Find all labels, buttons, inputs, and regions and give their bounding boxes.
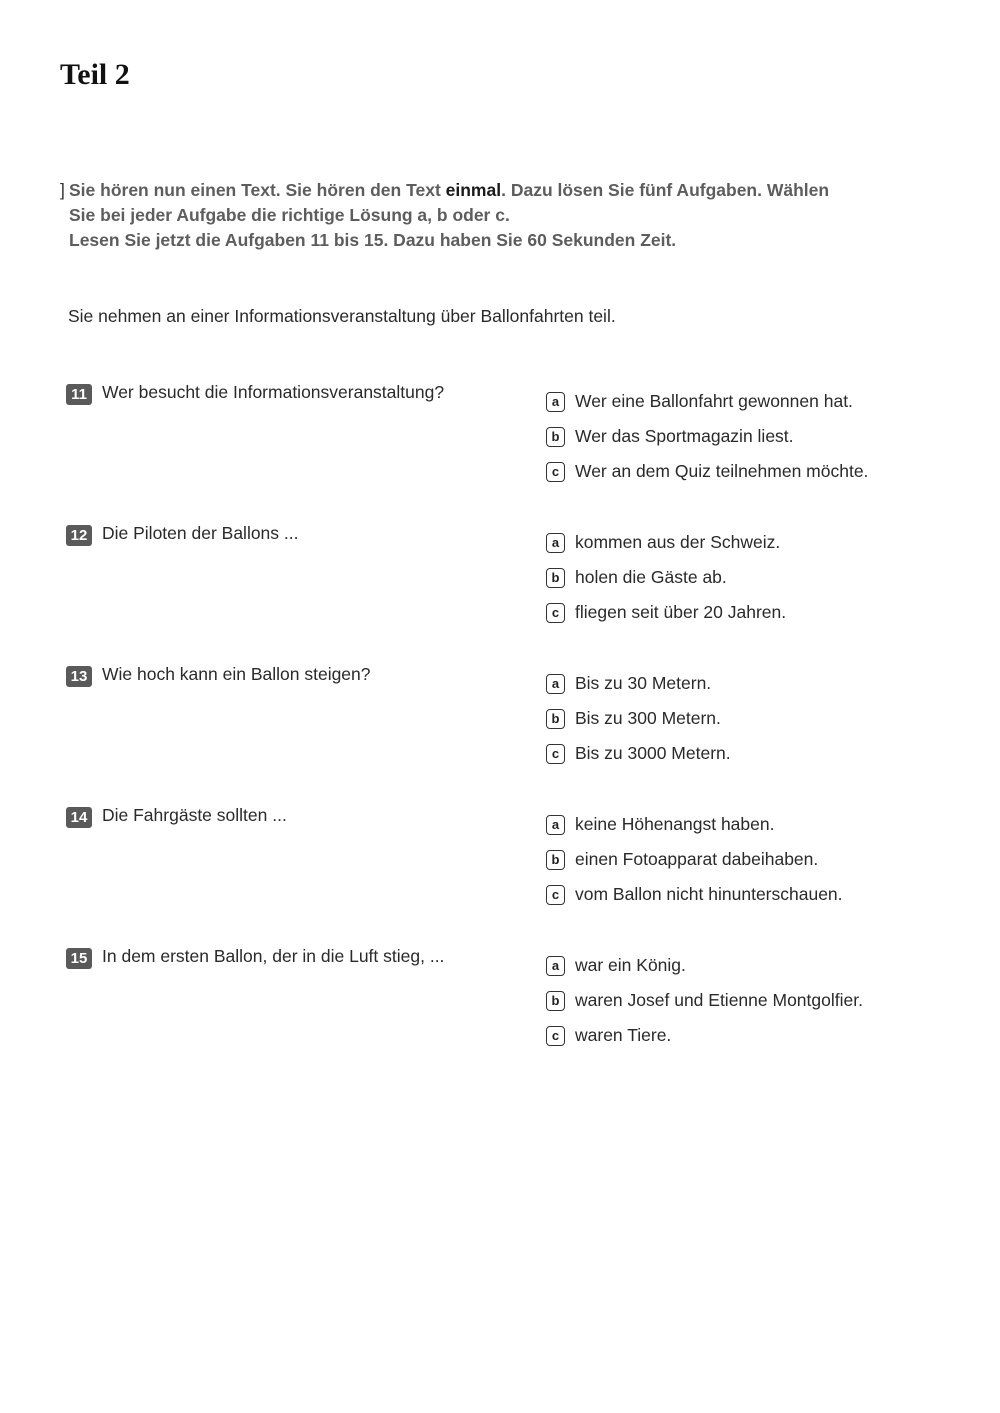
option-a[interactable] xyxy=(546,384,868,419)
option-list xyxy=(546,664,731,771)
option-a[interactable] xyxy=(546,948,863,983)
option-text: Wer eine Ballonfahrt gewonnen hat. xyxy=(575,391,853,411)
situation-text: Sie nehmen an einer Informationsveranstaltung über Ballonfahrten teil. xyxy=(68,306,616,326)
task-15 xyxy=(66,946,946,1056)
option-text: waren Josef und Etienne Montgolfier. xyxy=(575,990,863,1010)
instructions-line-1-end: . Dazu lösen Sie fünf Aufgaben. Wählen xyxy=(501,180,830,200)
instructions-line-1 xyxy=(60,178,960,203)
option-text: fliegen seit über 20 Jahren. xyxy=(575,602,787,622)
option-c[interactable] xyxy=(546,454,868,489)
option-text: Wer das Sportmagazin liest. xyxy=(575,426,794,446)
bracket-mark: ] xyxy=(60,180,65,200)
option-text: Bis zu 30 Metern. xyxy=(575,673,712,693)
option-b[interactable] xyxy=(546,842,843,877)
task-question: Wie hoch kann ein Ballon steigen? xyxy=(102,664,371,684)
option-letter-box[interactable]: a xyxy=(546,674,565,694)
option-letter-box[interactable]: a xyxy=(546,392,565,412)
option-letter-box[interactable]: c xyxy=(546,1026,565,1046)
task-11 xyxy=(66,382,946,492)
option-text: kommen aus der Schweiz. xyxy=(575,532,781,552)
option-text: keine Höhenangst haben. xyxy=(575,814,775,834)
option-b[interactable] xyxy=(546,560,786,595)
option-letter-box[interactable]: a xyxy=(546,956,565,976)
option-text: waren Tiere. xyxy=(575,1025,672,1045)
instructions-line-3: Lesen Sie jetzt die Aufgaben 11 bis 15. Dazu haben Sie 60 Sekunden Zeit. xyxy=(69,230,677,250)
option-letter-box[interactable]: b xyxy=(546,568,565,588)
option-letter-box[interactable]: b xyxy=(546,427,565,447)
option-a[interactable] xyxy=(546,525,786,560)
option-list xyxy=(546,946,863,1053)
task-13 xyxy=(66,664,946,774)
option-letter-box[interactable]: a xyxy=(546,815,565,835)
instructions xyxy=(60,178,960,253)
task-number-badge: 14 xyxy=(66,807,92,828)
option-list xyxy=(546,523,786,630)
task-number-badge: 13 xyxy=(66,666,92,687)
option-text: Bis zu 300 Metern. xyxy=(575,708,721,728)
instructions-emphasis: einmal xyxy=(445,180,502,200)
option-letter-box[interactable]: b xyxy=(546,991,565,1011)
option-letter-box[interactable]: b xyxy=(546,850,565,870)
option-letter-box[interactable]: c xyxy=(546,603,565,623)
instructions-line-1-start: Sie hören nun einen Text. Sie hören den Text xyxy=(69,180,446,200)
task-14 xyxy=(66,805,946,915)
task-question: Wer besucht die Informationsveranstaltung? xyxy=(102,382,445,402)
task-number-badge: 12 xyxy=(66,525,92,546)
task-12 xyxy=(66,523,946,633)
option-a[interactable] xyxy=(546,666,731,701)
task-question: Die Piloten der Ballons ... xyxy=(102,523,299,543)
option-letter-box[interactable]: c xyxy=(546,885,565,905)
option-b[interactable] xyxy=(546,983,863,1018)
option-c[interactable] xyxy=(546,595,786,630)
option-list xyxy=(546,805,843,912)
option-c[interactable] xyxy=(546,1018,863,1053)
option-letter-box[interactable]: b xyxy=(546,709,565,729)
option-text: vom Ballon nicht hinunterschauen. xyxy=(575,884,843,904)
instructions-line-2: Sie bei jeder Aufgabe die richtige Lösung a, b oder c. xyxy=(69,205,510,225)
option-list xyxy=(546,382,868,489)
task-number-badge: 15 xyxy=(66,948,92,969)
option-text: Bis zu 3000 Metern. xyxy=(575,743,731,763)
option-c[interactable] xyxy=(546,877,843,912)
option-b[interactable] xyxy=(546,419,868,454)
option-text: holen die Gäste ab. xyxy=(575,567,727,587)
option-text: Wer an dem Quiz teilnehmen möchte. xyxy=(575,461,869,481)
option-c[interactable] xyxy=(546,736,731,771)
page-title: Teil 2 xyxy=(60,58,130,91)
task-number-badge: 11 xyxy=(66,384,92,405)
option-text: war ein König. xyxy=(575,955,686,975)
option-b[interactable] xyxy=(546,701,731,736)
option-letter-box[interactable]: c xyxy=(546,744,565,764)
option-letter-box[interactable]: a xyxy=(546,533,565,553)
task-question: Die Fahrgäste sollten ... xyxy=(102,805,287,825)
option-text: einen Fotoapparat dabeihaben. xyxy=(575,849,819,869)
option-a[interactable] xyxy=(546,807,843,842)
option-letter-box[interactable]: c xyxy=(546,462,565,482)
task-question: In dem ersten Ballon, der in die Luft stieg, ... xyxy=(102,946,445,966)
